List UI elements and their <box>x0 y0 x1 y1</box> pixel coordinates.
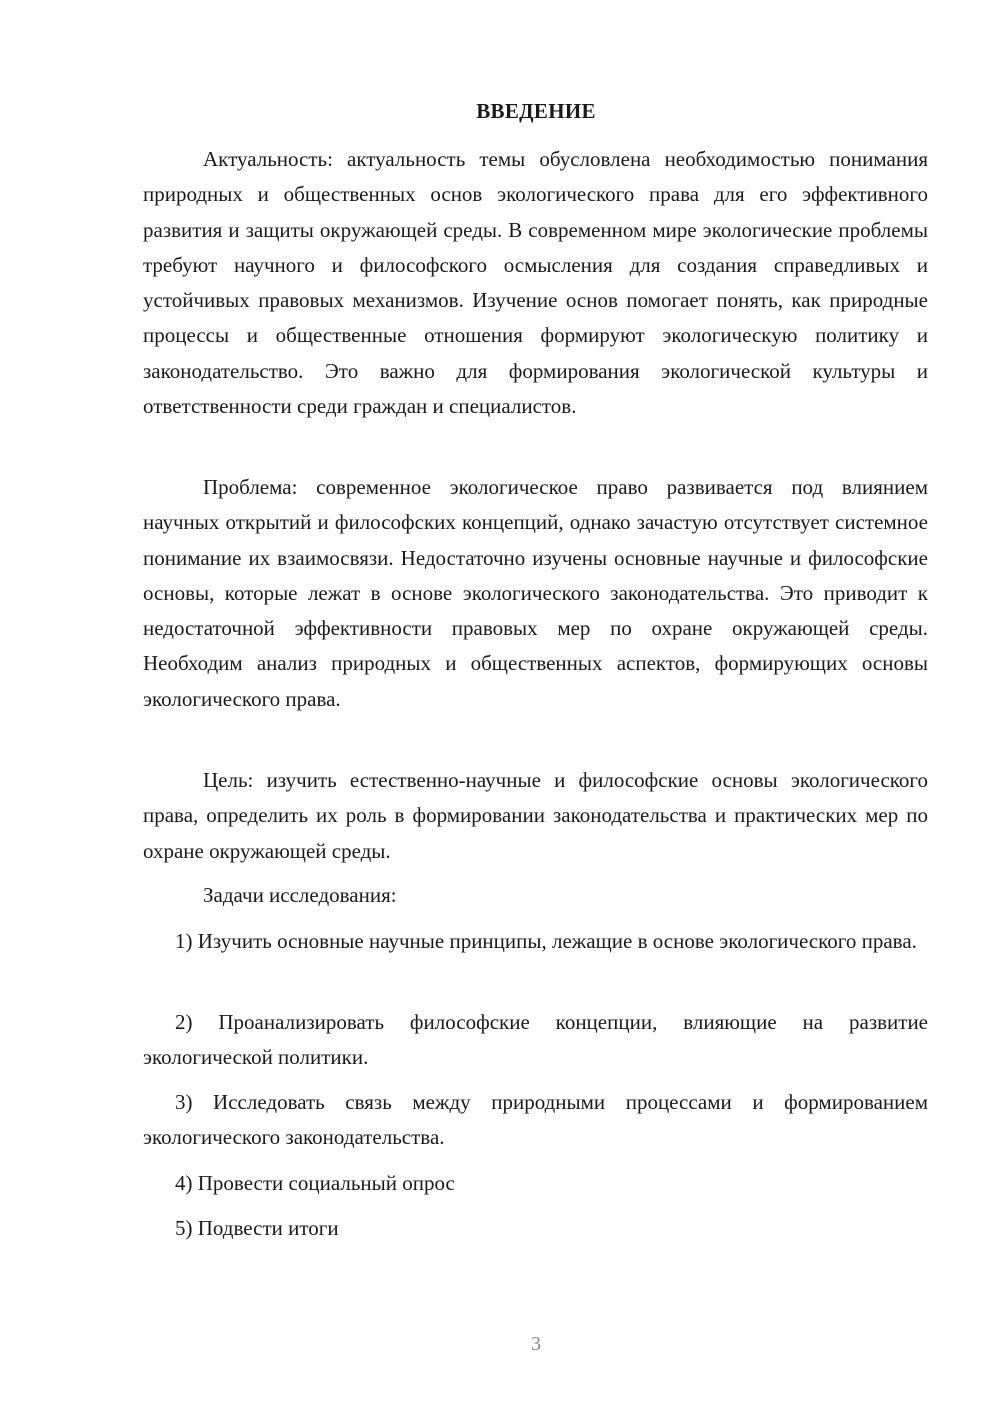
section-title: ВВЕДЕНИЕ <box>476 99 596 123</box>
task-item-1: 1) Изучить основные научные принципы, лежащие в основе экологического права. <box>175 929 917 953</box>
page-number: 3 <box>531 1333 541 1355</box>
task-item-3: 3) Исследовать связь между природными процессами и формированием экологического законодательства. <box>143 1090 928 1150</box>
paragraph-problem: Проблема: современное экологическое право развивается под влиянием научных открытий и философских концепций, однако зачастую отсутствует системное понимание их взаимосвязи. Недостаточно изучены основные научные и философские основы, которые лежат в основе экологического законодательства. Это приводит к недостаточной эффективности правовых мер по охране окружающей среды. Необходим анализ природных и общественных аспектов, формирующих основы экологического права. <box>143 475 928 711</box>
task-item-2: 2) Проанализировать философские концепции, влияющие на развитие экологической политики. <box>143 1010 928 1070</box>
task-item-4: 4) Провести социальный опрос <box>175 1171 455 1195</box>
paragraph-goal: Цель: изучить естественно-научные и философские основы экологического права, определить их роль в формировании законодательства и практических мер по охране окружающей среды. <box>143 768 928 863</box>
tasks-heading: Задачи исследования: <box>203 883 397 907</box>
paragraph-relevance: Актуальность: актуальность темы обусловлена необходимостью понимания природных и общественных основ экологического права для его эффективного развития и защиты окружающей среды. В современном мире экологические проблемы требуют научного и философского осмысления для создания справедливых и устойчивых правовых механизмов. Изучение основ помогает понять, как природные процессы и общественные отношения формируют экологическую политику и законодательство. Это важно для формирования экологической культуры и ответственности среди граждан и специалистов. <box>143 147 928 419</box>
task-item-5: 5) Подвести итоги <box>175 1216 339 1240</box>
